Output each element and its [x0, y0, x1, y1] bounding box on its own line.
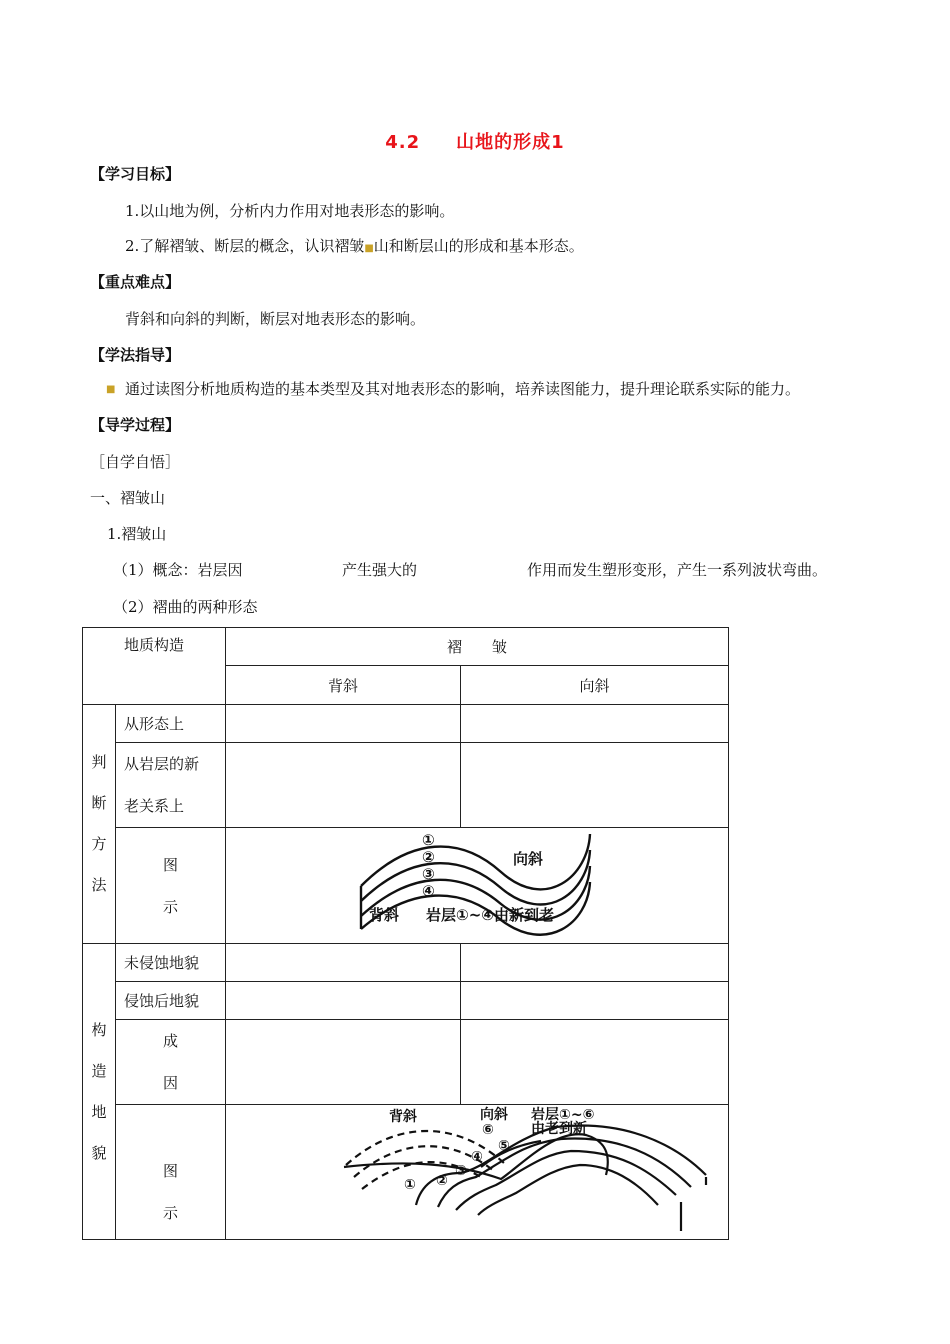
cell-uneroded-anticline: [226, 944, 461, 982]
process-heading: 【导学过程】: [90, 416, 181, 434]
goal-2: 2.了解褶皱、断层的概念，认识褶皱■山和断层山的形成和基本形态。: [125, 237, 584, 255]
cell-shape-syncline: [461, 705, 729, 743]
header-anticline: 背斜: [226, 666, 461, 705]
fig2-anticline-label: 背斜: [389, 1109, 418, 1125]
fig2-num-3: ③: [455, 1163, 467, 1179]
cell-age-syncline: [461, 743, 729, 828]
cell-cause-syncline: [461, 1020, 729, 1105]
key-heading: 【重点难点】: [90, 273, 181, 291]
part-1-heading: 一、褶皱山: [90, 489, 166, 507]
header-fold: 褶 皱: [226, 628, 729, 666]
fold-table: [82, 627, 729, 1240]
page-title: [0, 128, 950, 154]
cell-cause-anticline: [226, 1020, 461, 1105]
fig2-layers-label-a: 岩层①~⑥: [531, 1107, 595, 1123]
row-age-label: 从岩层的新 老关系上: [116, 743, 226, 828]
header-syncline: 向斜: [461, 666, 729, 705]
row-eroded-label: 侵蚀后地貌: [116, 982, 226, 1020]
fig1-layers-label: 岩层①~④由新到老: [426, 906, 554, 924]
row-shape-label: 从形态上: [116, 705, 226, 743]
cell-uneroded-syncline: [461, 944, 729, 982]
key-text: 背斜和向斜的判断，断层对地表形态的影响。: [125, 310, 426, 328]
row-figure1-label: 图 示: [116, 828, 226, 944]
figure2-eroded-fold-diagram: [226, 1105, 727, 1235]
method-text: 通过读图分析地质构造的基本类型及其对地表形态的影响，培养读图能力，提升理论联系实际的能力。: [125, 380, 801, 398]
method-heading: 【学法指导】: [90, 346, 181, 364]
fig2-num-5: ⑤: [498, 1138, 510, 1154]
row-uneroded-label: 未侵蚀地貌: [116, 944, 226, 982]
row-figure2-label: 图 示: [116, 1105, 226, 1240]
group-landform: 构 造 地 貌: [83, 944, 116, 1240]
method-dot: ■: [106, 384, 116, 395]
row-cause-label: 成 因: [116, 1020, 226, 1105]
fig1-num-1: ①: [422, 831, 435, 849]
item-1-heading: 1.褶皱山: [107, 525, 167, 543]
fig2-num-1: ①: [404, 1177, 416, 1193]
self-study-heading: ［自学自悟］: [90, 453, 181, 471]
concept-part-b: 产生强大的: [342, 561, 418, 579]
group-judge: 判 断 方 法: [83, 705, 116, 944]
figure1-fold-diagram: [226, 828, 727, 939]
forms-heading: （2）褶曲的两种形态: [113, 598, 258, 616]
figure2-cell: [226, 1105, 729, 1240]
cell-shape-anticline: [226, 705, 461, 743]
title-text: 山地的形成1: [456, 132, 565, 153]
fig1-num-2: ②: [422, 848, 435, 866]
fig1-syncline-label: 向斜: [513, 850, 544, 868]
cell-eroded-syncline: [461, 982, 729, 1020]
concept-part-a: （1）概念：岩层因: [113, 561, 243, 579]
fig2-num-2: ②: [436, 1173, 448, 1189]
header-structure: 地质构造: [83, 628, 226, 705]
fig2-syncline-label: 向斜: [480, 1107, 509, 1123]
fig2-num-6: ⑥: [482, 1122, 494, 1138]
cell-eroded-anticline: [226, 982, 461, 1020]
figure1-cell: [226, 828, 729, 944]
title-number: 4.2: [385, 132, 421, 153]
goals-heading: 【学习目标】: [90, 165, 181, 183]
fig2-num-4: ④: [471, 1149, 483, 1165]
fig1-num-4: ④: [422, 882, 435, 900]
concept-part-c: 作用而发生塑形变形，产生一系列波状弯曲。: [527, 561, 828, 579]
fig1-anticline-label: 背斜: [369, 906, 400, 924]
goal-1: 1.以山地为例，分析内力作用对地表形态的影响。: [125, 202, 455, 220]
fig1-num-3: ③: [422, 865, 435, 883]
fig2-layers-label-b: 由老到新: [531, 1121, 588, 1137]
cell-age-anticline: [226, 743, 461, 828]
